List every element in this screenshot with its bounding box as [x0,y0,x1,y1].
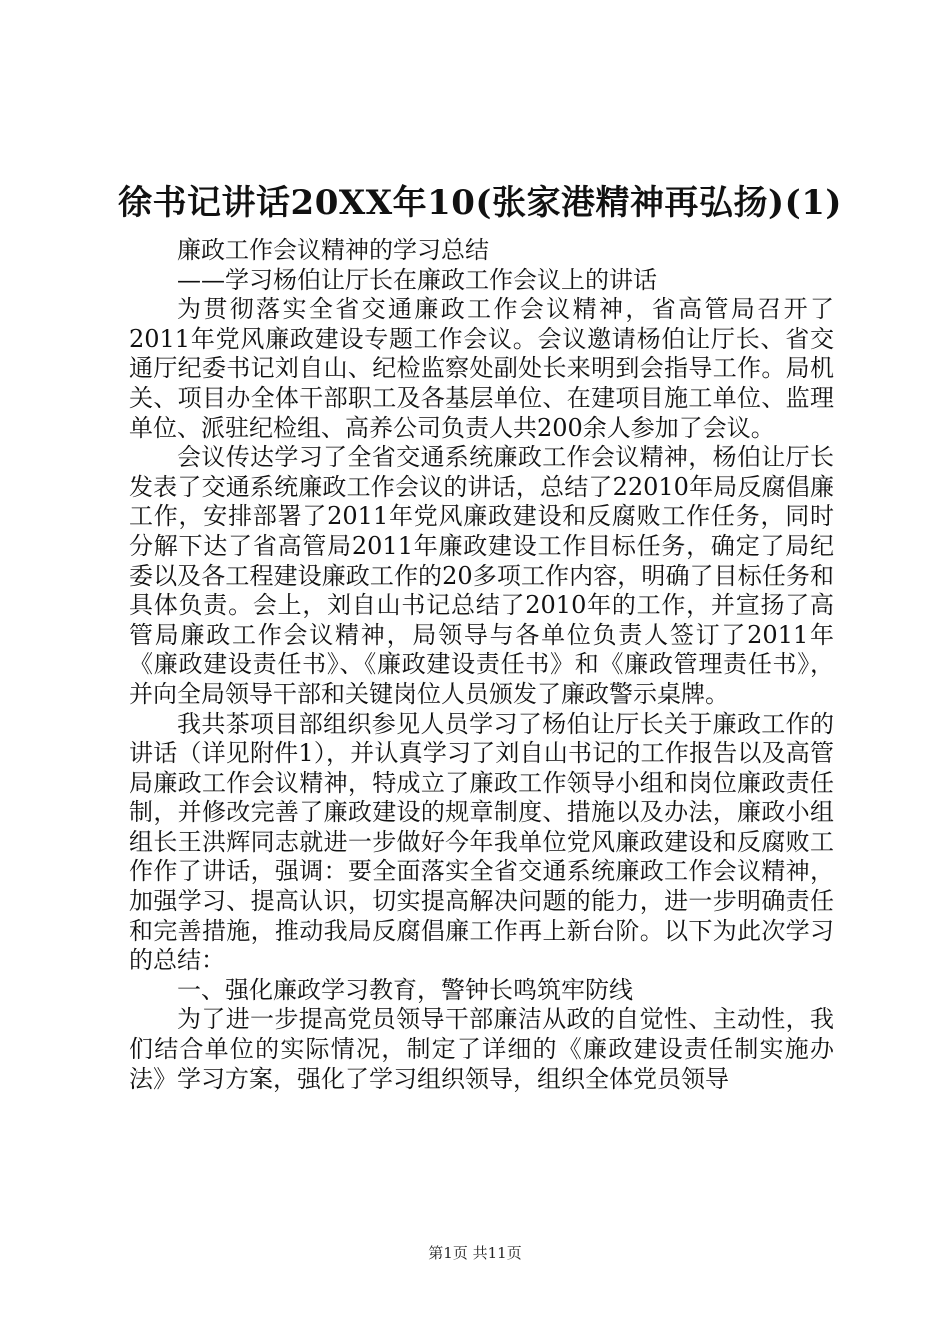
section-heading: 一、强化廉政学习教育，警钟长鸣筑牢防线 [177,975,633,1004]
paragraph: 为了进一步提高党员领导干部廉洁从政的自觉性、主动性，我们结合单位的实际情况，制定了详细的《廉政建设责任制实施办法》学习方案，强化了学习组织领导，组织全体党员领导 [129,1005,834,1093]
document-body [129,236,834,1094]
paragraph: 我共茶项目部组织参见人员学习了杨伯让厅长关于廉政工作的讲话（详见附件1），并认真学习了刘自山书记的工作报告以及高管局廉政工作会议精神，特成立了廉政工作领导小组和岗位廉政责任制，并修改完善了廉政建设的规章制度、措施以及办法，廉政小组组长王洪辉同志就进一步做好今年我单位党风廉政建设和反腐败工作作了讲话，强调：要全面落实全省交通系统廉政工作会议精神，加强学习、提高认识，切实提高解决问题的能力，进一步明确责任和完善措施，推动我局反腐倡廉工作再上新台阶。以下为此次学习的总结： [129,709,834,975]
paragraph-subheading: ——学习杨伯让厅长在廉政工作会议上的讲话 [177,265,657,294]
paragraph: 为贯彻落实全省交通廉政工作会议精神，省高管局召开了2011年党风廉政建设专题工作会议。会议邀请杨伯让厅长、省交通厅纪委书记刘自山、纪检监察处副处长来明到会指导工作。局机关、项目办全体干部职工及各基层单位、在建项目施工单位、监理单位、派驻纪检组、高养公司负责人共200余人参加了会议。 [129,295,834,442]
document-title: 徐书记讲话20XX年10(张家港精神再弘扬)(1) [118,183,842,223]
page-number-footer: 第1页 共11页 [428,1244,522,1262]
paragraph: 会议传达学习了全省交通系统廉政工作会议精神，杨伯让厅长发表了交通系统廉政工作会议的讲话，总结了22010年局反腐倡廉工作，安排部署了2011年党风廉政建设和反腐败工作任务，同时分解下达了省高管局2011年廉政建设工作目标任务，确定了局纪委以及各工程建设廉政工作的20多项工作内容，明确了目标任务和具体负责。会上，刘自山书记总结了2010年的工作，并宣扬了高管局廉政工作会议精神，局领导与各单位负责人签订了2011年《廉政建设责任书》、《廉政建设责任书》和《廉政管理责任书》，并向全局领导干部和关键岗位人员颁发了廉政警示桌牌。 [129,443,834,708]
paragraph-subtitle: 廉政工作会议精神的学习总结 [177,236,489,264]
